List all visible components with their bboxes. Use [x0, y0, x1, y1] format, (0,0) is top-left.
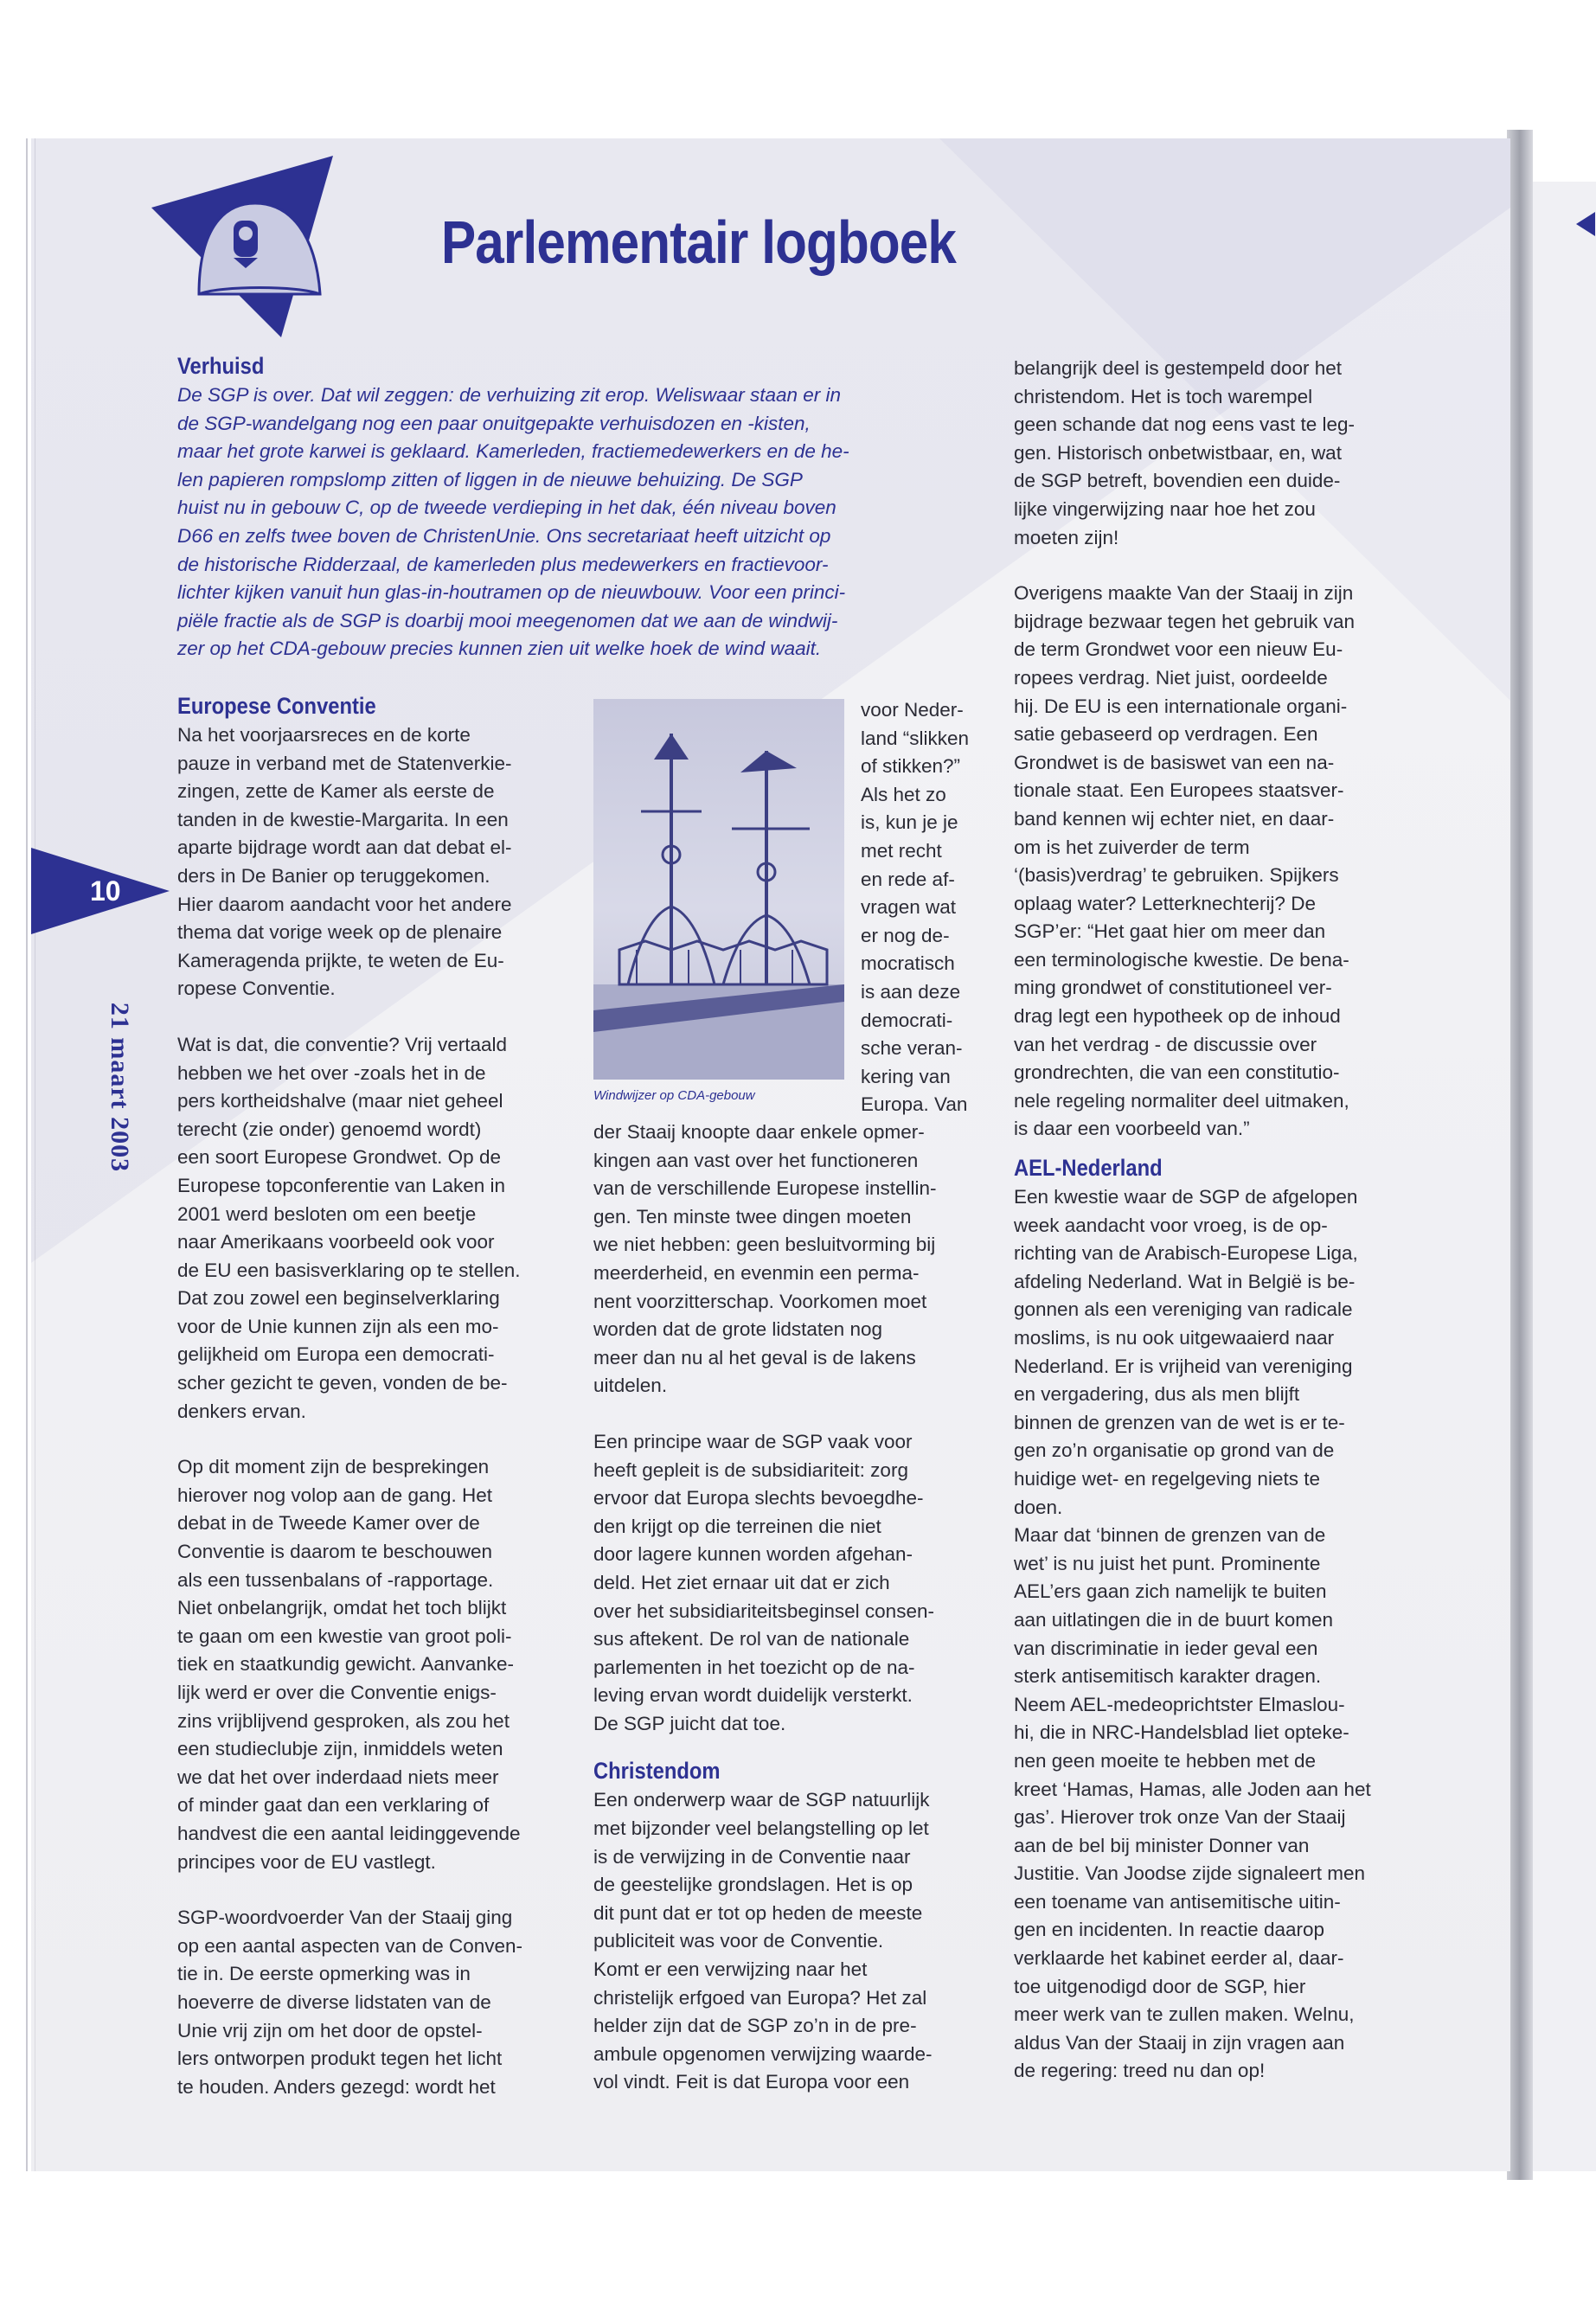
- text-line: democrati-: [861, 1009, 953, 1031]
- text-line: gen. Ten minste twee dingen moeten: [593, 1205, 912, 1227]
- heading-ael-nederland: AEL-Nederland: [1014, 1155, 1163, 1182]
- text-line: van de verschillende Europese instellin-: [593, 1177, 937, 1200]
- page-number: 10: [90, 875, 121, 907]
- text-line: ambule opgenomen verwijzing waarde-: [593, 2042, 933, 2065]
- text-line: week aandacht voor vroeg, is de op-: [1014, 1214, 1328, 1236]
- heading-europese-conventie: Europese Conventie: [177, 693, 376, 719]
- paragraph: [593, 1786, 996, 2097]
- text-line: de regering: treed nu dan op!: [1014, 2060, 1266, 2082]
- text-line: zer op het CDA-gebouw precies kunnen zien uit welke hoek de wind waait.: [177, 638, 822, 660]
- text-line: doen.: [1014, 1496, 1063, 1518]
- text-line: tiek en staatkundig gewicht. Aanvanke-: [177, 1653, 514, 1676]
- text-line: naar Amerikaans voorbeeld ook voor: [177, 1231, 495, 1253]
- text-line: kingen aan vast over het functioneren: [593, 1149, 919, 1171]
- hat-crest-logo-icon: [151, 156, 359, 346]
- text-line: de SGP betreft, bovendien een duide-: [1014, 470, 1341, 492]
- text-line: gonnen als een vereniging van radicale: [1014, 1298, 1353, 1321]
- text-line: nent voorzitterschap. Voorkomen moet: [593, 1290, 927, 1312]
- text-line: mocratisch: [861, 952, 955, 975]
- text-line: lijk werd er over die Conventie enigs-: [177, 1682, 497, 1703]
- heading-christendom: Christendom: [593, 1758, 721, 1785]
- text-line: we niet hebben: geen besluitvorming bij: [593, 1234, 936, 1256]
- issue-date: [93, 973, 145, 1198]
- text-line: ropees verdrag. Niet juist, oordeelde: [1014, 666, 1328, 689]
- text-line: tie in. De eerste opmerking was in: [177, 1963, 471, 1985]
- text-line: deld. Het ziet ernaar uit dat er zich: [593, 1571, 890, 1593]
- text-line: uitdelen.: [593, 1375, 668, 1397]
- text-line: Grondwet is de basiswet van een na-: [1014, 751, 1335, 773]
- text-line: Justitie. Van Joodse zijde signaleert men: [1014, 1862, 1366, 1885]
- text-line: geen schande dat nog eens vast te leg-: [1014, 413, 1356, 436]
- text-line: band kennen wij echter niet, en daar-: [1014, 807, 1335, 830]
- text-line: nen geen moeite te hebben met de: [1014, 1749, 1317, 1772]
- text-line: is, kun je je: [861, 811, 958, 834]
- text-line: en rede af-: [861, 868, 955, 890]
- text-line: lichter kijken vanuit hun glas-in-houtramen op de nieuwbouw. Voor een princi-: [177, 581, 846, 604]
- text-line: drag legt een hypotheek op de inhoud: [1014, 1005, 1341, 1028]
- text-line: helder zijn dat de SGP zo’n in de pre-: [593, 2015, 917, 2037]
- text-line: is daar een voorbeeld van.”: [1014, 1118, 1250, 1140]
- text-line: Kameragenda prijkte, te weten de Eu-: [177, 949, 504, 971]
- text-line: sus aftekent. De rol van de nationale: [593, 1628, 910, 1650]
- text-line: is de verwijzing in de Conventie naar: [593, 1845, 911, 1868]
- text-line: meerderheid, en evenmin een perma-: [593, 1261, 920, 1284]
- paragraph: [177, 1453, 584, 1876]
- paragraph: [1014, 1522, 1420, 2086]
- text-line: Dat zou zowel een beginselverklaring: [177, 1287, 500, 1310]
- text-line: de historische Ridderzaal, de kamerleden plus medewerkers en fractievoor-: [177, 553, 829, 575]
- text-line: Europa. Van: [861, 1093, 968, 1116]
- text-line: principes voor de EU vastlegt.: [177, 1850, 436, 1873]
- text-line: voor de Unie kunnen zijn als een mo-: [177, 1315, 499, 1337]
- next-page-strip: [1533, 182, 1596, 2171]
- text-line: moeten zijn!: [1014, 526, 1119, 548]
- text-line: belangrijk deel is gestempeld door het: [1014, 357, 1342, 379]
- text-line: parlementen in het toezicht op de na-: [593, 1656, 915, 1678]
- text-line: gen en incidenten. In reactie daarop: [1014, 1919, 1325, 1941]
- text-line: aldus Van der Staaij in zijn vragen aan: [1014, 2031, 1345, 2054]
- text-line: sterk antisemitisch karakter dragen.: [1014, 1665, 1322, 1688]
- paragraph: [1014, 1183, 1420, 1522]
- text-line: gen. Historisch onbetwistbaar, en, wat: [1014, 441, 1342, 464]
- text-line: met bijzonder veel belangstelling op let: [593, 1817, 929, 1840]
- text-line: scher gezicht te geven, vonden de be-: [177, 1372, 508, 1394]
- text-line: richting van de Arabisch-Europese Liga,: [1014, 1242, 1358, 1265]
- text-line: Niet onbelangrijk, omdat het toch blijkt: [177, 1597, 507, 1619]
- text-line: toe uitgenodigd door de SGP, hier: [1014, 1975, 1306, 1997]
- text-line: Een onderwerp waar de SGP natuurlijk: [593, 1789, 930, 1811]
- text-line: thema dat vorige week op de plenaire: [177, 921, 503, 944]
- text-line: worden dat de grote lidstaten nog: [593, 1318, 882, 1341]
- text-line: met recht: [861, 839, 942, 862]
- text-line: sche veran-: [861, 1037, 963, 1060]
- text-line: denkers ervan.: [177, 1400, 306, 1422]
- text-line: der Staaij knoopte daar enkele opmer-: [593, 1121, 925, 1143]
- text-line: een terminologische kwestie. De bena-: [1014, 948, 1349, 971]
- text-line: bijdrage bezwaar tegen het gebruik van: [1014, 610, 1356, 632]
- text-line: vragen wat: [861, 896, 957, 919]
- text-line: de term Grondwet voor een nieuw Eu-: [1014, 638, 1343, 661]
- text-line: een studieclubje zijn, inmiddels weten: [177, 1738, 503, 1760]
- text-line: aan de bel bij minister Donner van: [1014, 1834, 1310, 1856]
- next-page-triangle: [1576, 212, 1595, 236]
- text-line: of stikken?”: [861, 755, 961, 778]
- text-line: ‘(basis)verdrag’ te gebruiken. Spijkers: [1014, 864, 1339, 887]
- text-line: kreet ‘Hamas, Hamas, alle Joden aan het: [1014, 1778, 1371, 1800]
- issue-date-text: 21 maart 2003: [106, 1002, 134, 1173]
- text-line: Een principe waar de SGP vaak voor: [593, 1430, 913, 1452]
- text-line: huidige wet- en regelgeving niets te: [1014, 1467, 1320, 1490]
- text-line: Nederland. Er is vrijheid van vereniging: [1014, 1355, 1353, 1377]
- paragraph: [593, 1118, 996, 1400]
- text-line: meer dan nu al het geval is de lakens: [593, 1346, 916, 1368]
- text-line: christelijk erfgoed van Europa? Het zal: [593, 1986, 927, 2009]
- text-line: Unie vrij zijn om het door de opstel-: [177, 2019, 483, 2041]
- text-line: van het verdrag - de discussie over: [1014, 1033, 1317, 1055]
- text-line: zingen, zette de Kamer als eerste de: [177, 780, 495, 803]
- text-line: piële fractie als de SGP is doarbij mooi meegenomen dat we aan de windwij-: [177, 609, 838, 631]
- column-left: [177, 690, 584, 2101]
- text-line: Na het voorjaarsreces en de korte: [177, 724, 471, 746]
- text-line: debat in de Tweede Kamer over de: [177, 1512, 480, 1535]
- text-line: handvest die een aantal leidinggevende: [177, 1822, 521, 1844]
- text-line: Overigens maakte Van der Staaij in zijn: [1014, 582, 1354, 605]
- text-line: aan uitlatingen die in de buurt komen: [1014, 1608, 1334, 1631]
- text-line: hierover nog volop aan de gang. Het: [177, 1484, 493, 1506]
- text-line: ropese Conventie.: [177, 977, 336, 1000]
- text-line: heeft gepleit is de subsidiariteit: zorg: [593, 1458, 908, 1481]
- photo-caption: Windwijzer op CDA-gebouw: [593, 1088, 755, 1103]
- text-line: vol vindt. Feit is dat Europa voor een: [593, 2071, 910, 2093]
- paragraph: [593, 1428, 996, 1739]
- text-line: de EU een basisverklaring op te stellen.: [177, 1259, 521, 1281]
- text-line: oplaag water? Letterknechterij? De: [1014, 892, 1316, 914]
- text-line: gelijkheid om Europa een democrati-: [177, 1343, 495, 1366]
- text-line: tanden in de kwestie-Margarita. In een: [177, 808, 509, 830]
- text-line: hebben we het over -zoals het in de: [177, 1061, 486, 1084]
- text-line: voor Neder-: [861, 699, 964, 721]
- text-line: ders in De Banier op teruggekomen.: [177, 864, 490, 887]
- photo-wrap-text: [861, 696, 971, 1119]
- text-line: huist nu in gebouw C, op de tweede verdieping in het dak, één niveau boven: [177, 497, 836, 519]
- text-line: aparte bijdrage wordt aan dat debat el-: [177, 836, 512, 859]
- text-line: kering van: [861, 1065, 951, 1087]
- text-line: Europese topconferentie van Laken in: [177, 1174, 506, 1196]
- text-line: 2001 werd besloten om een beetje: [177, 1202, 477, 1225]
- text-line: hoeverre de diverse lidstaten van de: [177, 1990, 491, 2013]
- book-spine: [1507, 130, 1533, 2180]
- text-line: publiciteit was voor de Conventie.: [593, 1930, 884, 1952]
- text-line: is aan deze: [861, 980, 961, 1003]
- text-line: satie gebaseerd op verdragen. Een: [1014, 723, 1318, 746]
- text-line: Maar dat ‘binnen de grenzen van de: [1014, 1524, 1326, 1547]
- text-line: D66 en zelfs twee boven de ChristenUnie. Ons secretariaat heeft uitzicht op: [177, 524, 831, 547]
- text-line: binnen de grenzen van de wet is er te-: [1014, 1411, 1345, 1433]
- verhuisd-text: [177, 381, 973, 663]
- heading-verhuisd: Verhuisd: [177, 353, 265, 379]
- text-line: op een aantal aspecten van de Conven-: [177, 1934, 523, 1957]
- text-line: om is het zuiverder de term: [1014, 836, 1250, 858]
- text-line: als een tussenbalans of -rapportage.: [177, 1568, 494, 1591]
- text-line: meer werk van te zullen maken. Welnu,: [1014, 2003, 1355, 2026]
- text-line: Een kwestie waar de SGP de afgelopen: [1014, 1186, 1358, 1208]
- text-line: ming grondwet of constitutioneel ver-: [1014, 977, 1332, 999]
- paragraph: [177, 1904, 584, 2101]
- text-line: AEL’ers gaan zich namelijk te buiten: [1014, 1580, 1327, 1603]
- text-line: er nog de-: [861, 924, 950, 946]
- text-line: en vergadering, dus als men blijft: [1014, 1383, 1300, 1406]
- weathervane-photo: [593, 699, 844, 1080]
- text-line: gen zo’n organisatie op grond van de: [1014, 1439, 1335, 1462]
- text-line: terecht (zie onder) genoemd wordt): [177, 1118, 482, 1140]
- text-line: hij. De EU is een internationale organi-: [1014, 695, 1348, 717]
- text-line: de geestelijke grondslagen. Het is op: [593, 1874, 913, 1896]
- text-line: SGP-woordvoerder Van der Staaij ging: [177, 1907, 513, 1929]
- text-line: De SGP juicht dat toe.: [593, 1712, 786, 1734]
- text-line: tionale staat. Een Europees staatsver-: [1014, 779, 1344, 802]
- text-line: moslims, is nu ook uitgewaaierd naar: [1014, 1327, 1335, 1349]
- text-line: maar het grote karwei is geklaard. Kamerleden, fractiemedewerkers en de he-: [177, 440, 849, 463]
- paragraph: [1014, 580, 1420, 1144]
- text-line: grondrechten, die van een constitutio-: [1014, 1061, 1340, 1084]
- weathervane-image: [593, 699, 844, 1080]
- text-line: Op dit moment zijn de besprekingen: [177, 1456, 490, 1478]
- text-line: lers ontworpen produkt tegen het licht: [177, 2048, 503, 2070]
- paragraph: [1014, 355, 1420, 552]
- text-line: land “slikken: [861, 727, 970, 749]
- column-right: [1014, 355, 1420, 2086]
- text-line: van discriminatie in ieder geval een: [1014, 1637, 1318, 1659]
- text-line: Als het zo: [861, 783, 946, 805]
- page-edge: [26, 138, 35, 2171]
- text-line: verklaarde het kabinet eerder al, daar-: [1014, 1947, 1344, 1970]
- text-line: hi, die in NRC-Handelsblad liet opteke-: [1014, 1721, 1349, 1744]
- paragraph: [177, 721, 584, 1003]
- text-line: pers kortheidshalve (maar niet geheel: [177, 1090, 503, 1112]
- text-line: nele regeling normaliter deel uitmaken,: [1014, 1089, 1349, 1112]
- text-line: wet’ is nu juist het punt. Prominente: [1014, 1552, 1321, 1574]
- column-middle: [593, 1118, 996, 2097]
- text-line: leving ervan wordt duidelijk versterkt.: [593, 1684, 913, 1707]
- text-line: een soort Europese Grondwet. Op de: [177, 1146, 501, 1169]
- text-line: pauze in verband met de Statenverkie-: [177, 752, 512, 774]
- section-verhuisd: [177, 350, 973, 663]
- text-line: we dat het over inderdaad niets meer: [177, 1766, 499, 1788]
- text-line: over het subsidiariteitsbeginsel consen-: [593, 1599, 934, 1622]
- text-line: te gaan om een kwestie van groot poli-: [177, 1625, 512, 1647]
- text-line: den krijgt op die terreinen die niet: [593, 1515, 881, 1537]
- text-line: lijke vingerwijzing naar hoe het zou: [1014, 497, 1316, 520]
- text-line: christendom. Het is toch warempel: [1014, 385, 1313, 407]
- text-line: een toename van antisemitische uitin-: [1014, 1890, 1341, 1913]
- text-line: afdeling Nederland. Wat in België is be-: [1014, 1270, 1356, 1292]
- text-line: Neem AEL-medeoprichtster Elmaslou-: [1014, 1693, 1345, 1715]
- text-line: De SGP is over. Dat wil zeggen: de verhuizing zit erop. Weliswaar staan er in: [177, 384, 842, 406]
- text-line: Komt er een verwijzing naar het: [593, 1958, 868, 1981]
- text-line: zins vrijblijvend gesproken, als zou het: [177, 1709, 510, 1732]
- text-line: gas’. Hierover trok onze Van der Staaij: [1014, 1806, 1346, 1829]
- text-line: Conventie is daarom te beschouwen: [177, 1541, 492, 1563]
- text-line: SGP’er: “Het gaat hier om meer dan: [1014, 920, 1326, 943]
- page-title: Parlementair logboek: [441, 208, 957, 276]
- text-line: te houden. Anders gezegd: wordt het: [177, 2075, 496, 2098]
- text-line: ervoor dat Europa slechts bevoegdhe-: [593, 1487, 924, 1509]
- text-line: len papieren rompslomp zitten of liggen in de nieuwe behuizing. De SGP: [177, 468, 803, 490]
- text-line: door lagere kunnen worden afgehan-: [593, 1543, 913, 1566]
- text-line: Wat is dat, die conventie? Vrij vertaald: [177, 1033, 508, 1055]
- text-line: dit punt dat er tot op heden de meeste: [593, 1901, 923, 1924]
- text-line: Hier daarom aandacht voor het andere: [177, 893, 512, 915]
- paragraph: [177, 1031, 584, 1426]
- text-line: of minder gaat dan een verklaring of: [177, 1794, 490, 1817]
- text-line: de SGP-wandelgang nog een paar onuitgepakte verhuisdozen en -kisten,: [177, 412, 811, 434]
